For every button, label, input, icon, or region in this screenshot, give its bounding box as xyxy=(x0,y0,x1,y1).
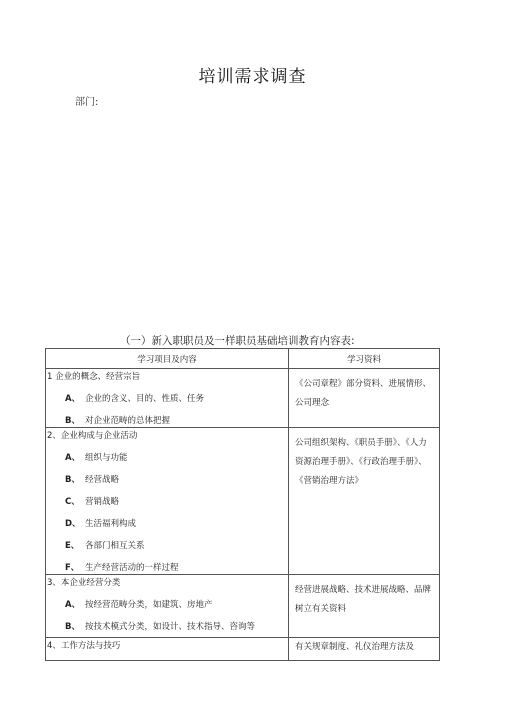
study-item-cell xyxy=(46,575,289,638)
study-material-text: 有关规章制度、礼仪治理方法及 xyxy=(295,642,415,652)
sub-item xyxy=(46,519,288,530)
sub-item-text: 生产经营活动的一样过程 xyxy=(85,563,179,573)
sub-item-letter: B、 xyxy=(65,475,80,485)
sub-item-text: 按经营范畴分类，如建筑、房地产 xyxy=(85,600,213,610)
study-material-cell xyxy=(289,575,440,638)
table-row xyxy=(46,369,440,428)
study-item-cell xyxy=(46,638,289,661)
study-material-text: 公司组织架构、《职员手册》、《人力资源治理手册》、《行政治理手册》、《营销治理方法》 xyxy=(295,438,427,486)
sub-item-letter: C、 xyxy=(65,497,80,507)
sub-item xyxy=(46,541,288,552)
study-material-cell xyxy=(289,638,440,661)
study-material-text: 经营进展战略、技术进展战略、品牌树立有关资料 xyxy=(295,585,432,614)
sub-item-text: 各部门相互关系 xyxy=(85,541,145,551)
table-row xyxy=(46,638,440,661)
training-content-table xyxy=(45,348,440,661)
department-label: 部门: xyxy=(75,97,99,108)
study-material-text: 《公司章程》部分资料、进展情形、公司理念 xyxy=(295,379,432,408)
sub-item-letter: E、 xyxy=(65,541,80,551)
sub-item xyxy=(46,394,288,405)
sub-item-text: 营销战略 xyxy=(85,497,120,507)
sub-item xyxy=(46,416,288,427)
table-row xyxy=(46,575,440,638)
sub-item-letter: F、 xyxy=(65,563,80,573)
topic-label: 1 企业的概念、经营宗旨 xyxy=(47,372,141,382)
sub-item-text: 生活福利构成 xyxy=(85,519,137,529)
study-item-cell xyxy=(46,428,289,575)
study-item-cell xyxy=(46,369,289,428)
topic-label: 2、企业构成与企业活动 xyxy=(47,431,138,441)
topic-label: 4、工作方法与技巧 xyxy=(47,641,121,651)
sub-item-letter: A、 xyxy=(65,600,81,610)
table-row xyxy=(46,428,440,575)
sub-item-letter: A、 xyxy=(65,453,81,463)
sub-item xyxy=(46,563,288,574)
table-header-row xyxy=(46,349,440,369)
sub-item xyxy=(46,600,288,611)
sub-item xyxy=(46,475,288,486)
sub-item-text: 经营战略 xyxy=(85,475,120,485)
sub-item-text: 按技术模式分类，如设计、技术指导、咨询等 xyxy=(85,622,256,632)
sub-item-letter: D、 xyxy=(65,519,81,529)
sub-item-text: 对企业范畴的总体把握 xyxy=(85,416,171,426)
document-title: 培训需求调查 xyxy=(198,67,307,87)
header-study-materials: 学习资料 xyxy=(289,349,440,369)
sub-item-letter: A、 xyxy=(65,394,81,404)
header-study-items: 学习项目及内容 xyxy=(46,349,289,369)
study-material-cell xyxy=(289,428,440,575)
sub-item xyxy=(46,453,288,464)
sub-item-text: 组织与功能 xyxy=(85,453,128,463)
sub-item-letter: B、 xyxy=(65,416,80,426)
study-material-cell xyxy=(289,369,440,428)
sub-item-letter: B、 xyxy=(65,622,80,632)
sub-item xyxy=(46,622,288,633)
section-heading: （一）新入职职员及一样职员基础培训教育内容表: xyxy=(120,335,355,347)
topic-label: 3、本企业经营分类 xyxy=(47,578,121,588)
sub-item xyxy=(46,497,288,508)
sub-item-text: 企业的含义、目的、性质、任务 xyxy=(85,394,205,404)
